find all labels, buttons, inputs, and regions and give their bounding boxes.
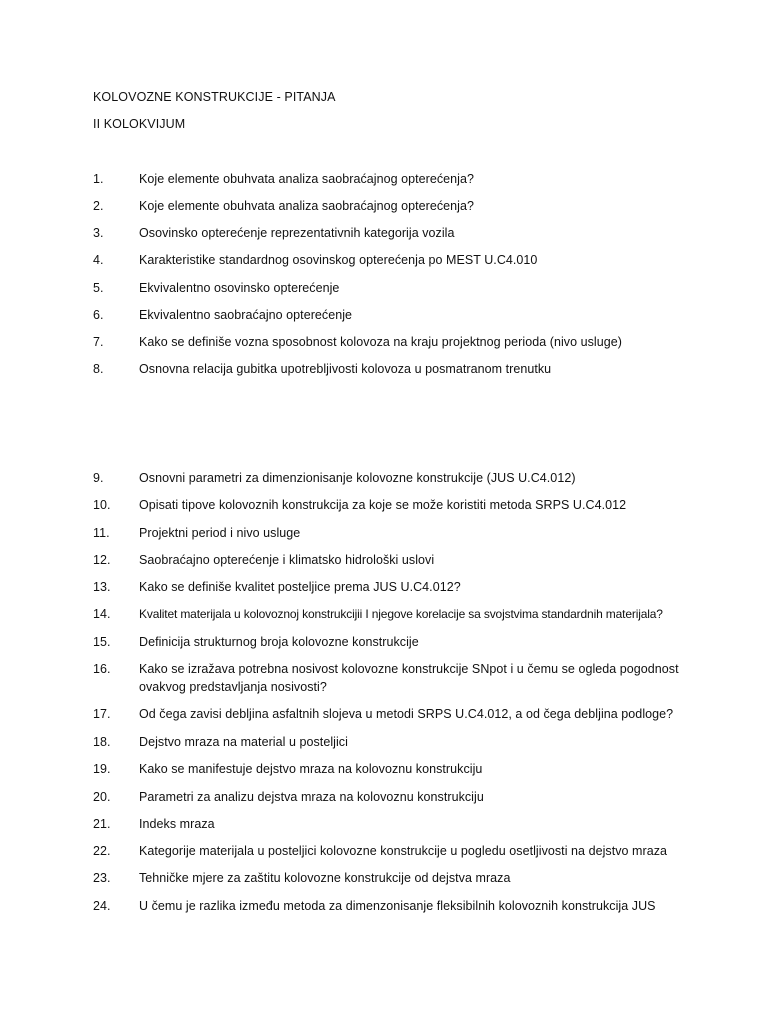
question-text: Osnovna relacija gubitka upotrebljivosti kolovoza u posmatranom trenutku [139, 362, 552, 376]
question-number: 5. [93, 281, 104, 295]
question-text: Kako se definiše kvalitet posteljice prema JUS U.C4.012? [139, 580, 461, 594]
question-text: Kategorije materijala u posteljici kolovozne konstrukcije u pogledu osetljivosti na dejstvo mraza [139, 844, 668, 858]
question-text: Kako se definiše vozna sposobnost kolovoza na kraju projektnog perioda (nivo usluge) [139, 335, 622, 349]
question-number: 9. [93, 471, 104, 485]
question-text: Saobraćajno opterećenje i klimatsko hidrološki uslovi [139, 553, 435, 567]
question-number: 2. [93, 199, 104, 213]
question-number: 19. [93, 762, 111, 776]
question-text: Parametri za analizu dejstva mraza na kolovoznu konstrukciju [139, 790, 484, 804]
question-number: 23. [93, 871, 111, 885]
question-text: Projektni period i nivo usluge [139, 526, 301, 540]
question-text: Ekvivalentno osovinsko opterećenje [139, 281, 340, 295]
question-number: 24. [93, 899, 111, 913]
question-text: Indeks mraza [139, 817, 215, 831]
question-number: 7. [93, 335, 104, 349]
question-text: Karakteristike standardnog osovinskog opterećenja po MEST U.C4.010 [139, 253, 538, 267]
question-number: 22. [93, 844, 111, 858]
question-text: Osovinsko opterećenje reprezentativnih kategorija vozila [139, 226, 455, 240]
question-text: Opisati tipove kolovoznih konstrukcija za koje se može koristiti metoda SRPS U.C4.012 [139, 498, 627, 512]
question-text: Od čega zavisi debljina asfaltnih slojeva u metodi SRPS U.C4.012, a od čega debljina podloge? [139, 707, 674, 721]
document-title: KOLOVOZNE KONSTRUKCIJE - PITANJA [93, 90, 336, 104]
question-number: 11. [93, 526, 110, 540]
question-number: 1. [93, 172, 104, 186]
question-text: Kvalitet materijala u kolovoznoj konstrukcijii I njegove korelacije sa svojstvima standardnih materijala? [139, 607, 663, 621]
question-number: 17. [93, 707, 111, 721]
question-number: 21. [93, 817, 111, 831]
question-number: 6. [93, 308, 104, 322]
question-number: 10. [93, 498, 111, 512]
question-number: 20. [93, 790, 111, 804]
question-number: 3. [93, 226, 104, 240]
question-number: 14. [93, 607, 111, 621]
question-text: U čemu je razlika između metoda za dimenzonisanje fleksibilnih kolovoznih konstrukcija JUS [139, 899, 656, 913]
question-text: Dejstvo mraza na material u posteljici [139, 735, 348, 749]
question-number: 12. [93, 553, 111, 567]
question-number: 8. [93, 362, 104, 376]
document-subtitle: II KOLOKVIJUM [93, 117, 186, 131]
question-number: 16. [93, 662, 111, 676]
question-text: Kako se manifestuje dejstvo mraza na kolovoznu konstrukciju [139, 762, 483, 776]
question-number: 4. [93, 253, 104, 267]
question-number: 15. [93, 635, 111, 649]
question-text: Osnovni parametri za dimenzionisanje kolovozne konstrukcije (JUS U.C4.012) [139, 471, 576, 485]
question-text: Koje elemente obuhvata analiza saobraćajnog opterećenja? [139, 172, 474, 186]
question-text: Koje elemente obuhvata analiza saobraćajnog opterećenja? [139, 199, 474, 213]
question-number: 18. [93, 735, 111, 749]
question-number: 13. [93, 580, 111, 594]
question-text: Kako se izražava potrebna nosivost kolovozne konstrukcije SNpot i u čemu se ogleda pogodnost ovakvog predstavljanja nosivosti? [139, 662, 679, 694]
question-text: Tehničke mjere za zaštitu kolovozne konstrukcije od dejstva mraza [139, 871, 511, 885]
question-text: Definicija strukturnog broja kolovozne konstrukcije [139, 635, 419, 649]
question-text: Ekvivalentno saobraćajno opterećenje [139, 308, 353, 322]
